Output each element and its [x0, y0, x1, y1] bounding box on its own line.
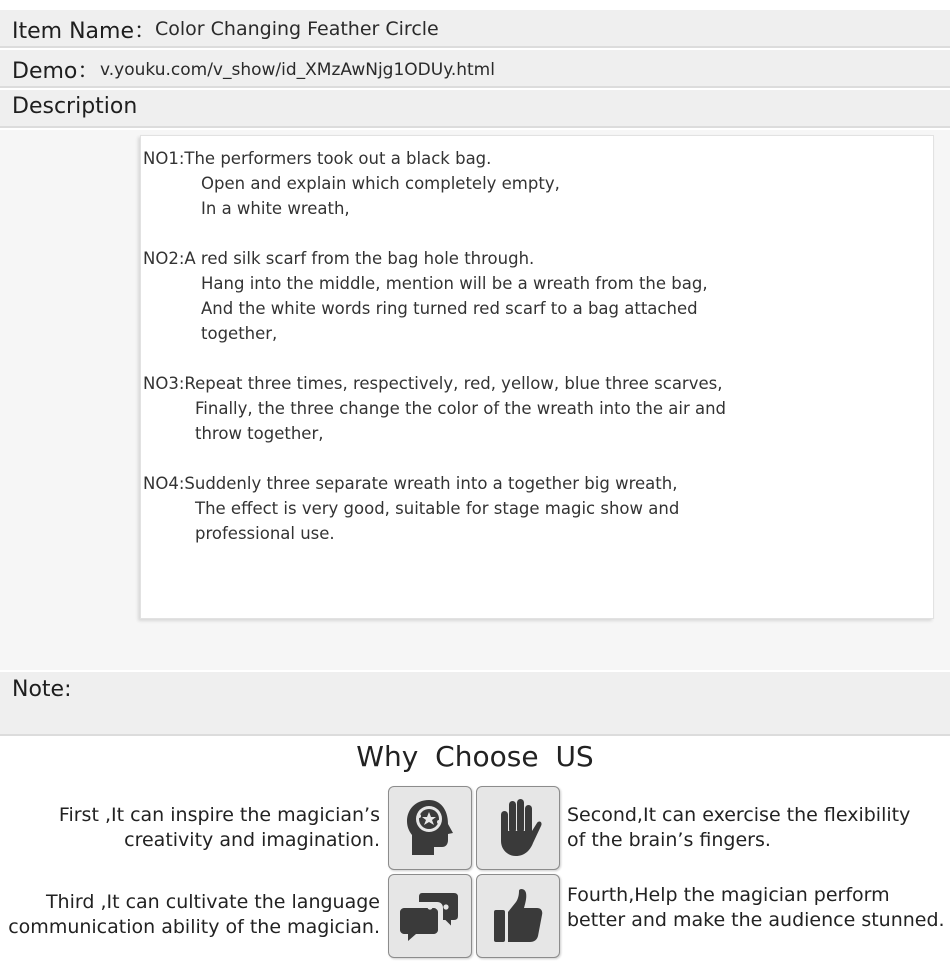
description-label: Description: [12, 94, 138, 119]
description-line: NO3:Repeat three times, respectively, red, yellow, blue three scarves,: [143, 374, 723, 393]
feature-text-line: Fourth,Help the magician perform: [567, 884, 890, 906]
why-choose-us-title: Why Choose US: [356, 740, 594, 773]
description-bar: [0, 90, 950, 128]
description-line: together,: [201, 324, 278, 343]
item-name-bar: [0, 10, 950, 48]
description-line: Hang into the middle, mention will be a wreath from the bag,: [201, 274, 708, 293]
item-name-label: Item Name：: [12, 19, 156, 44]
chat-tile: [388, 874, 472, 958]
description-line: In a white wreath,: [201, 199, 350, 218]
demo-label: Demo：: [12, 59, 100, 84]
description-line: professional use.: [195, 524, 335, 543]
feature-text-line: of the brain’s fingers.: [567, 829, 771, 851]
feature-first: [0, 803, 380, 853]
thumbs-up-tile: [476, 874, 560, 958]
description-line: Open and explain which completely empty,: [201, 174, 560, 193]
description-line: NO1:The performers took out a black bag.: [143, 149, 492, 168]
feature-text-line: Third ,It can cultivate the language: [45, 891, 380, 913]
chat-bubbles-icon: [400, 890, 460, 942]
demo-bar: [0, 50, 950, 88]
feature-text-line: creativity and imagination.: [124, 829, 380, 851]
feature-text-line: communication ability of the magician.: [8, 916, 380, 938]
feature-second: [567, 803, 947, 853]
feature-text-line: better and make the audience stunned.: [567, 909, 945, 931]
note-label: Note:: [12, 677, 72, 702]
brain-head-icon: [402, 797, 458, 859]
feature-third: [0, 890, 380, 940]
hand-tile: [476, 786, 560, 870]
feature-fourth: [567, 883, 950, 933]
feature-text-line: Second,It can exercise the flexibility: [567, 804, 911, 826]
hand-icon: [493, 797, 543, 859]
description-line: throw together,: [195, 424, 324, 443]
thumbs-up-icon: [492, 888, 544, 944]
description-box: [140, 135, 934, 619]
note-bar: [0, 672, 950, 736]
description-line: And the white words ring turned red scarf to a bag attached: [201, 299, 698, 318]
description-line: NO4:Suddenly three separate wreath into a together big wreath,: [143, 474, 678, 493]
description-line: The effect is very good, suitable for stage magic show and: [195, 499, 680, 518]
description-line: Finally, the three change the color of the wreath into the air and: [195, 399, 727, 418]
description-area: [0, 130, 950, 670]
description-line: NO2:A red silk scarf from the bag hole through.: [143, 249, 535, 268]
brain-head-tile: [388, 786, 472, 870]
item-name-value: Color Changing Feather Circle: [155, 18, 439, 40]
demo-link[interactable]: v.youku.com/v_show/id_XMzAwNjg1ODUy.html: [100, 60, 495, 80]
feature-text-line: First ,It can inspire the magician’s: [58, 804, 380, 826]
